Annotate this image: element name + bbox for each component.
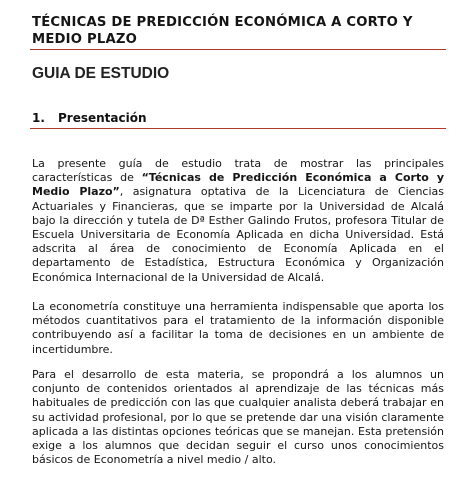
paragraph-econometrics: La econometría constituye una herramienta indispensable que aporta los métodos cuantitativos para el tratamiento de la información disponible contribuyendo así a facilitar la toma de decisiones en un ambiente de incertidumbre. [32, 300, 444, 356]
section-title: Presentación [58, 111, 147, 125]
paragraph-development: Para el desarrollo de esta materia, se propondrá a los alumnos un conjunto de contenidos orientados al aprendizaje de las técnicas más habituales de predicción con las que cualquier analista deberá trabajar en su actividad profesional, por lo que se pretende dar una visión claramente aplicada a las distintas opciones teóricas que se manejan. Esta pretensión exige a los alumnos que decidan seguir el curso unos conocimientos básicos de Econometría a nivel medio / alto. [32, 368, 444, 467]
section-number: 1. [32, 111, 45, 125]
paragraph-1-rest: , asignatura optativa de la Licenciatura de Ciencias Actuariales y Financieras, que se imparte por la Universidad de Alcalá bajo la dirección y tutela de Dª Esther Galindo Frutos, profesora Titular de Escuela Universitaria de Economía Aplicada en dicha Universidad. Está adscrita al área de conocimiento de Economía Aplicada en el departamento de Estadística, Estructura Económica y Organización Económica Internacional de la Universidad de Alcalá. [32, 185, 444, 284]
paragraph-presentation [32, 157, 444, 285]
title-divider [30, 49, 446, 50]
section-divider [30, 128, 446, 129]
course-name: “Técnicas de Predicción Económica a Corto y Medio Plazo” [32, 171, 444, 199]
section-heading [32, 110, 147, 126]
document-title: TÉCNICAS DE PREDICCIÓN ECONÓMICA A CORTO Y MEDIO PLAZO [32, 15, 413, 47]
paragraph-1-intro: La presente guía de estudio trata de mostrar las principales características de [32, 157, 444, 185]
document-subtitle: GUIA DE ESTUDIO [32, 65, 170, 82]
